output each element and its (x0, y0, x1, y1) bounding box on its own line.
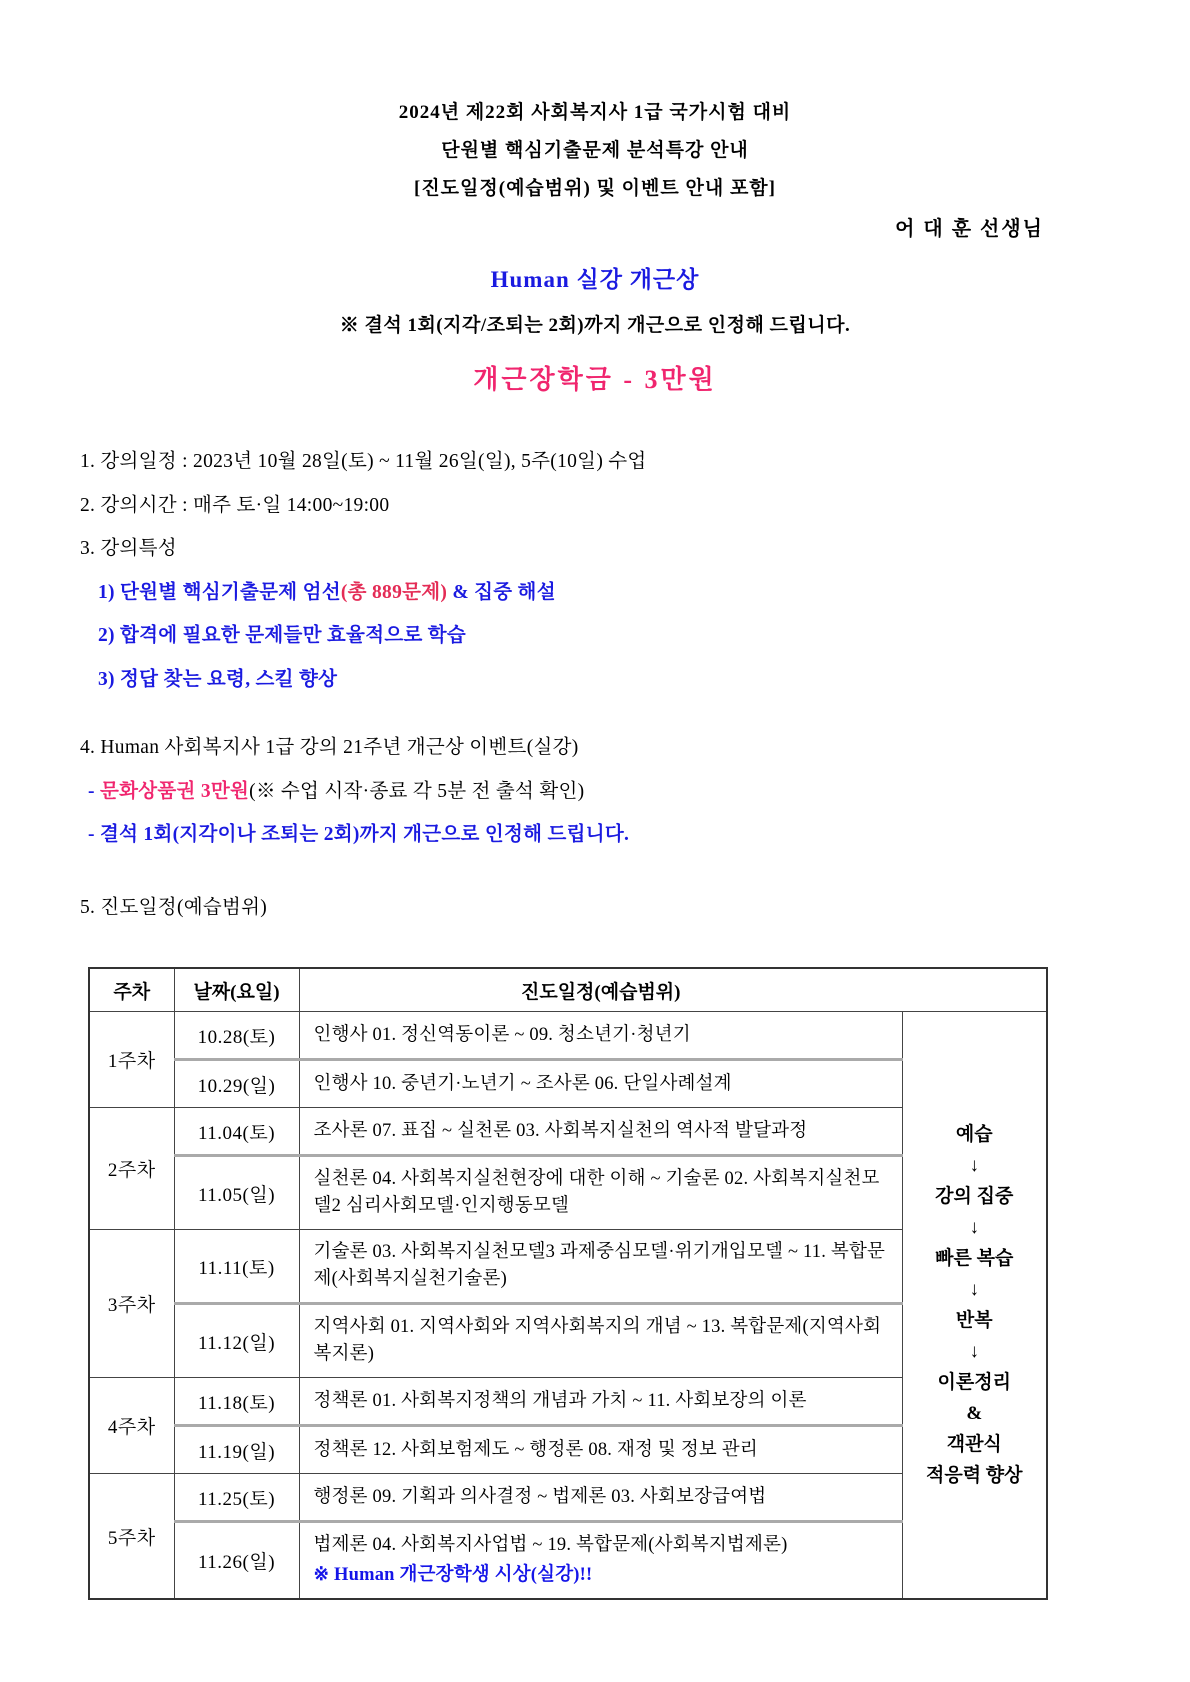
course-features-heading: 3. 강의특성 (80, 538, 177, 559)
week-label: 5주차 (89, 1474, 174, 1600)
scholarship-amount: 개근장학금 - 3만원 (473, 365, 717, 394)
award-ceremony-note: ※ Human 개근장학생 시상(실강)!! (313, 1565, 593, 1585)
flow-arrow-icon: ↓ (969, 1341, 979, 1362)
content-cell: 인행사 10. 중년기·노년기 ~ 조사론 06. 단일사례설계 (299, 1060, 902, 1108)
schedule-heading: 5. 진도일정(예습범위) (80, 896, 268, 918)
award-title: Human 실강 개근상 (490, 267, 700, 292)
col-header-week: 주차 (89, 968, 174, 1012)
content-cell: 실천론 04. 사회복지실천현장에 대한 이해 ~ 기술론 02. 사회복지실천모델2 심리사회모델·인지행동모델 (299, 1156, 902, 1230)
week-label: 4주차 (89, 1378, 174, 1474)
week-label: 1주차 (89, 1012, 174, 1108)
date-cell: 11.05(일) (174, 1156, 299, 1230)
document-title (0, 0, 1190, 208)
content-text: 법제론 04. 사회복지사업법 ~ 19. 복합문제(사회복지법제론) (313, 1535, 788, 1555)
flow-step: 예습 (955, 1124, 993, 1145)
schedule-section (88, 967, 1190, 1600)
content-cell: 조사론 07. 표집 ~ 실천론 03. 사회복지실천의 역사적 발달과정 (299, 1108, 902, 1156)
flow-step: 객관식 (946, 1434, 1002, 1455)
feature-1-count: (총 889문제) (340, 581, 448, 603)
gift-card-amount: 문화상품권 3만원 (99, 780, 250, 802)
course-time: 2. 강의시간 : 매주 토·일 14:00~19:00 (80, 494, 390, 516)
schedule-header-row (89, 968, 1047, 1012)
date-cell: 11.18(토) (174, 1378, 299, 1426)
teacher-name: 어 대 훈 선생님 (895, 218, 1044, 240)
course-info (80, 452, 1120, 917)
week-label: 3주차 (89, 1230, 174, 1378)
award-note: ※ 결석 1회(지각/조퇴는 2회)까지 개근으로 인정해 드립니다. (339, 315, 851, 336)
flow-step: 적응력 향상 (925, 1465, 1023, 1486)
col-header-date: 날짜(요일) (174, 968, 299, 1012)
event-bullet-2: - 결석 1회(지각이나 조퇴는 2회)까지 개근으로 인정해 드립니다. (88, 824, 630, 845)
feature-3: 3) 정답 찾는 요령, 스킬 향상 (98, 668, 338, 690)
flow-step: 이론정리 (937, 1372, 1011, 1393)
course-features (80, 583, 1120, 690)
content-cell: 지역사회 01. 지역사회와 지역사회복지의 개념 ~ 13. 복합문제(지역사회복지론) (299, 1304, 902, 1378)
title-line-2: 단원별 핵심기출문제 분석특강 안내 (441, 140, 749, 161)
flow-arrow-icon: ↓ (969, 1155, 979, 1176)
date-cell: 11.12(일) (174, 1304, 299, 1378)
event-bullet-1 (88, 782, 1120, 802)
table-row (89, 1012, 1047, 1060)
flow-step: 빠른 복습 (935, 1248, 1014, 1269)
study-flow (902, 1012, 1047, 1600)
course-schedule: 1. 강의일정 : 2023년 10월 28일(토) ~ 11월 26일(일), 5주(10일) 수업 (80, 451, 647, 472)
content-cell: 정책론 01. 사회복지정책의 개념과 가치 ~ 11. 사회보장의 이론 (299, 1378, 902, 1426)
content-cell (299, 1522, 902, 1600)
schedule-table (88, 967, 1048, 1600)
date-cell: 10.28(토) (174, 1012, 299, 1060)
flow-arrow-icon: ↓ (969, 1217, 979, 1238)
flow-step: 반복 (955, 1310, 993, 1331)
event-bullets (80, 782, 1120, 845)
content-cell: 기술론 03. 사회복지실천모델3 과제중심모델·위기개입모델 ~ 11. 복합문제(사회복지실천기술론) (299, 1230, 902, 1304)
date-cell: 11.19(일) (174, 1426, 299, 1474)
date-cell: 11.04(토) (174, 1108, 299, 1156)
content-cell: 인행사 01. 정신역동이론 ~ 09. 청소년기·청년기 (299, 1012, 902, 1060)
date-cell: 11.26(일) (174, 1522, 299, 1600)
title-line-3: [진도일정(예습범위) 및 이벤트 안내 포함] (414, 178, 776, 199)
flow-step: 강의 집중 (935, 1186, 1014, 1207)
date-cell: 11.25(토) (174, 1474, 299, 1522)
content-cell: 정책론 12. 사회보험제도 ~ 행정론 08. 재정 및 정보 관리 (299, 1426, 902, 1474)
feature-1-tail: & 집중 해설 (447, 581, 556, 603)
feature-1-text: 1) 단원별 핵심기출문제 엄선 (98, 581, 341, 603)
content-cell: 행정론 09. 기획과 의사결정 ~ 법제론 03. 사회보장급여법 (299, 1474, 902, 1522)
feature-2: 2) 합격에 필요한 문제들만 효율적으로 학습 (98, 625, 467, 646)
attendance-check-note: (※ 수업 시작·종료 각 5분 전 출석 확인) (249, 780, 585, 802)
week-label: 2주차 (89, 1108, 174, 1230)
date-cell: 11.11(토) (174, 1230, 299, 1304)
feature-1 (98, 583, 1120, 603)
date-cell: 10.29(일) (174, 1060, 299, 1108)
col-header-content: 진도일정(예습범위) (299, 968, 1047, 1012)
flow-arrow-icon: ↓ (969, 1279, 979, 1300)
flow-ampersand: & (966, 1403, 983, 1424)
title-line-1: 2024년 제22회 사회복지사 1급 국가시험 대비 (398, 102, 792, 123)
event-heading: 4. Human 사회복지사 1급 강의 21주년 개근상 이벤트(실강) (80, 737, 579, 758)
bullet-dash: - (88, 780, 100, 802)
